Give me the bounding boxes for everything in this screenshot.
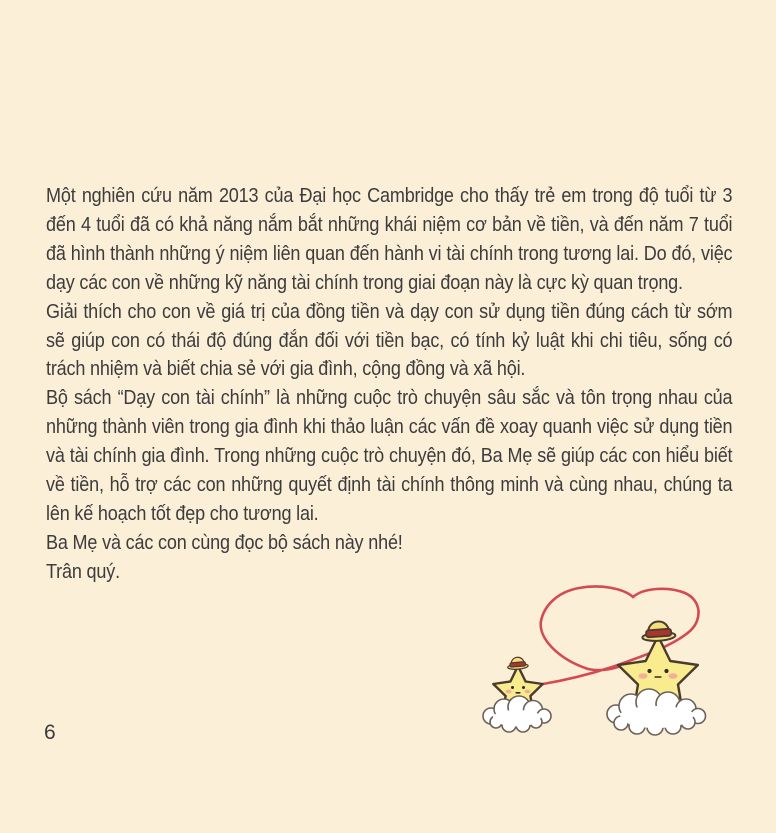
small-star-hat-icon [507, 656, 528, 670]
small-cloud-icon [483, 696, 551, 732]
big-star-hat-icon [641, 620, 675, 641]
big-cloud-icon [607, 689, 706, 735]
paragraph-research: Một nghiên cứu năm 2013 của Đại học Cambridge cho thấy trẻ em trong độ tuổi từ 3 đến 4 tuổi đã có khả năng nắm bắt những khái niệm cơ bản về tiền, và đến năm 7 tuổi đã hình thành những ý niệm liên quan đến hành vi tài chính trong tương lai. Do đó, việc dạy các con về những kỹ năng tài chính trong giai đoạn này là cực kỳ quan trọng. [46, 184, 733, 294]
paragraph-invitation: Ba Mẹ và các con cùng đọc bộ sách này nhé! [46, 530, 403, 554]
paragraph-closing: Trân quý. [46, 559, 120, 583]
page-number: 6 [44, 721, 56, 744]
intro-text [46, 182, 732, 587]
paragraph-explain: Giải thích cho con về giá trị của đồng tiền và dạy con sử dụng tiền đúng cách từ sớm sẽ giúp con có thái độ đúng đắn đối với tiền bạc, có tính kỷ luật khi chi tiêu, sống có trách nhiệm và biết chia sẻ với gia đình, cộng đồng và xã hội. [46, 299, 733, 381]
paragraph-book-series: Bộ sách “Dạy con tài chính” là những cuộc trò chuyện sâu sắc và tôn trọng nhau của những thành viên trong gia đình khi thảo luận các vấn đề xoay quanh việc sử dụng tiền và tài chính gia đình. Trong những cuộc trò chuyện đó, Ba Mẹ sẽ giúp các con hiểu biết về tiền, hỗ trợ các con những quyết định tài chính thông minh và cùng nhau, chúng ta lên kế hoạch tốt đẹp cho tương lai. [46, 386, 733, 525]
stars-illustration [440, 575, 740, 740]
